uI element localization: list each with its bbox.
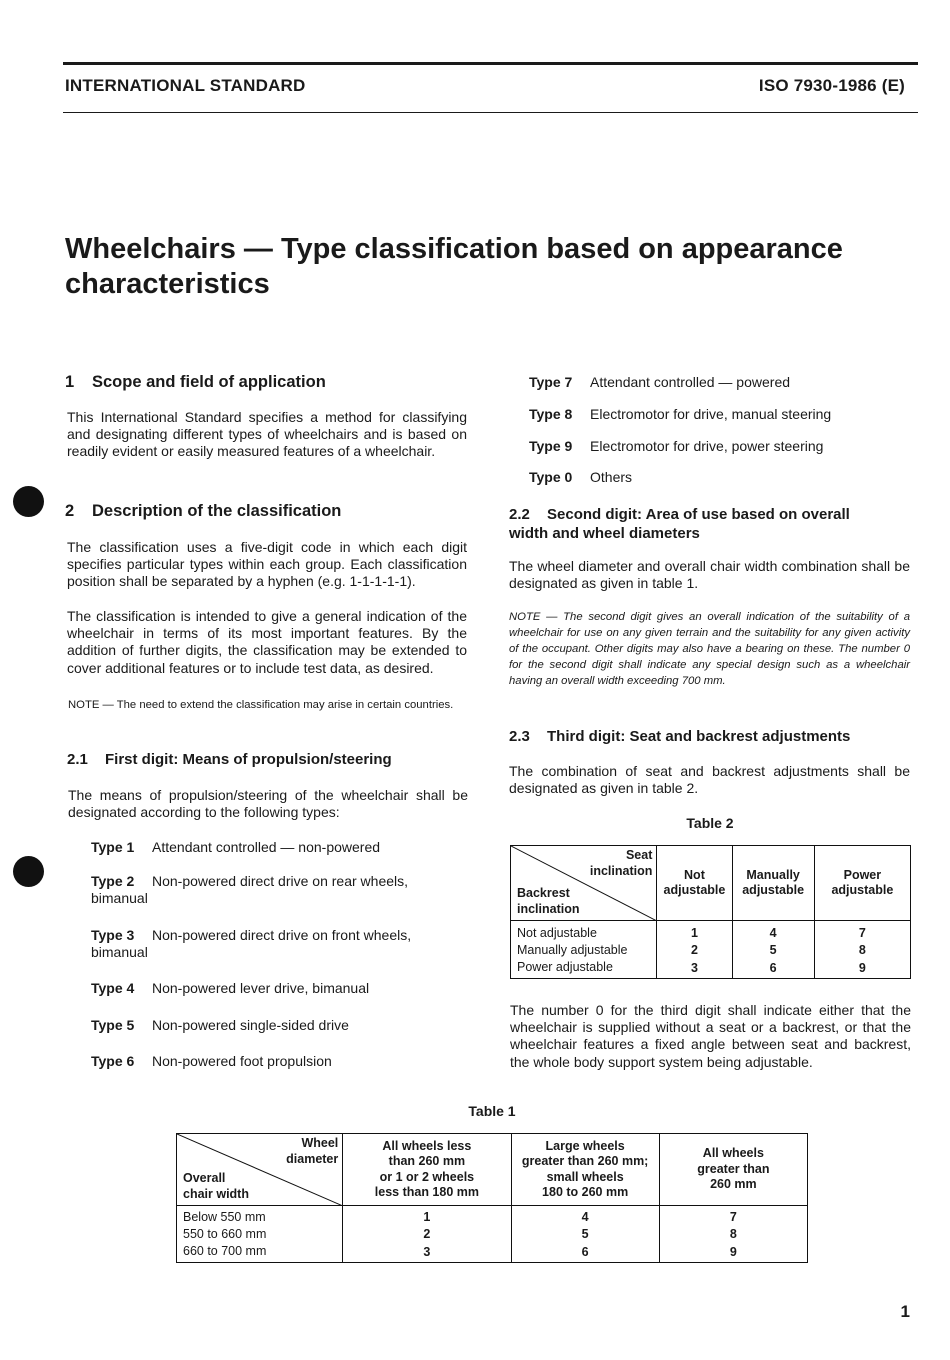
table-row: [511, 942, 911, 959]
type-item: Type 8 Electromotor for drive, manual steering: [529, 406, 832, 422]
table-2-cell: 1: [657, 921, 732, 943]
table-1-column-header: All wheels less than 260 mm or 1 or 2 wheels less than 180 mm: [343, 1134, 511, 1206]
table-1-cell: 9: [729, 1245, 737, 1259]
table-1-corner-top: Wheel diameter: [286, 1136, 339, 1166]
section-2-paragraph-1: The classification uses a five-digit code in which each digit specifies particular types within each group. Each classification position shall be separated by a hyphen (e.g. 1-1-1-1-1).: [67, 539, 467, 590]
page-number: 1: [900, 1302, 910, 1321]
table-2-cell: 5: [732, 942, 814, 959]
section-2-heading: 2 Description of the classification: [65, 502, 342, 520]
table-2-cell: 9: [858, 961, 866, 975]
type-item: Type 7 Attendant controlled — powered: [529, 374, 791, 390]
section-2-2-note: NOTE — The second digit gives an overall indication of the suitability of a wheelchair for use on any given terrain and the suitability for any given activity of the occupant. Other digits may also have a bearing on these. The number 0 for the second digit shall indicate any special design such as a wheelchair having an overall width exceeding 700 mm.: [509, 611, 910, 687]
section-2-note: NOTE — The need to extend the classification may arise in certain countries.: [68, 699, 454, 711]
table-2-column-header: Power adjustable: [814, 846, 910, 921]
table-1-cell: 8: [729, 1227, 737, 1241]
type-item: Type 4 Non-powered lever drive, bimanual: [91, 980, 370, 996]
table-row: [511, 921, 911, 943]
table-1-column-header: All wheels greater than 260 mm: [659, 1134, 807, 1206]
section-2-2-heading: 2.2 Second digit: Area of use based on overall width and wheel diameters: [509, 506, 850, 542]
type-item: Type 0 Others: [529, 469, 633, 485]
table-2-corner-bottom: Backrest inclination: [517, 886, 580, 916]
table-1-corner-cell: [177, 1134, 343, 1206]
table-2-row-label: Manually adjustable: [511, 942, 657, 959]
section-2-paragraph-2: The classification is intended to give a general indication of the wheelchair in terms of its most important features. By the addition of further digits, the classification may be extended to cover additional features or to include test data, as desired.: [67, 608, 467, 676]
table-2-cell: 3: [657, 959, 732, 979]
type-item: Type 9 Electromotor for drive, power steering: [529, 438, 824, 454]
table-1-cell: 1: [343, 1206, 511, 1227]
type-item: Type 3 Non-powered direct drive on front wheels, bimanual: [91, 927, 412, 960]
type-item: Type 5 Non-powered single-sided drive: [91, 1017, 349, 1033]
table-row: [177, 1206, 808, 1227]
section-1-paragraph: This International Standard specifies a method for classifying and designating different types of wheelchairs and is based on readily evident or easily measured features of a wheelchair.: [67, 409, 467, 460]
section-2-3-heading: 2.3 Third digit: Seat and backrest adjustments: [509, 728, 851, 745]
table-1-row-label: Below 550 mm: [177, 1206, 343, 1227]
table-2-cell: 2: [657, 942, 732, 959]
header-document-number: ISO 7930-1986 (E): [758, 76, 905, 95]
table-2-cell: 7: [858, 926, 866, 940]
table-row: [177, 1226, 808, 1243]
header-standard-label: INTERNATIONAL STANDARD: [65, 76, 306, 95]
table-2-caption: Table 2: [686, 815, 734, 831]
table-1-cell: 7: [729, 1210, 737, 1224]
section-2-3-paragraph: The combination of seat and backrest adjustments shall be designated as given in table 2.: [509, 763, 910, 797]
header-rule-bottom: [63, 112, 918, 113]
section-1-heading: 1 Scope and field of application: [65, 373, 326, 391]
table-2-column-header: Not adjustable: [657, 846, 732, 921]
table-1-caption: Table 1: [468, 1103, 516, 1119]
table-2-cell: 6: [732, 959, 814, 979]
type-item: Type 6 Non-powered foot propulsion: [91, 1053, 332, 1069]
table-row: [511, 959, 911, 979]
section-2-1-heading: 2.1 First digit: Means of propulsion/steering: [67, 751, 392, 768]
section-2-3-closing-paragraph: The number 0 for the third digit shall indicate either that the wheelchair is supplied without a seat or a backrest, or that the wheelchair features a fixed angle between seat and backrest, the whole body support system being adjustable.: [510, 1002, 911, 1070]
table-1: [176, 1133, 808, 1263]
title-line-2: characteristics: [65, 268, 270, 300]
table-1-corner-bottom: Overall chair width: [183, 1171, 249, 1201]
margin-bullet-1: [13, 486, 44, 517]
type-item: Type 1 Attendant controlled — non-powered: [91, 839, 381, 855]
table-2: [510, 845, 911, 979]
type-item: Type 2 Non-powered direct drive on rear wheels, bimanual: [91, 873, 409, 906]
table-1-cell: 2: [343, 1226, 511, 1243]
table-2-column-header: Manually adjustable: [732, 846, 814, 921]
table-1-cell: 6: [511, 1243, 659, 1263]
page-title: [65, 232, 925, 302]
table-1-cell: 4: [511, 1206, 659, 1227]
table-2-row-label: Not adjustable: [511, 921, 657, 943]
table-2-cell: 4: [732, 921, 814, 943]
title-line-1: Wheelchairs — Type classification based on appearance: [65, 233, 843, 265]
table-row: [177, 1243, 808, 1263]
header-rule-top: [63, 62, 918, 65]
margin-bullet-2: [13, 856, 44, 887]
table-2-row-label: Power adjustable: [511, 959, 657, 979]
table-2-corner-cell: [511, 846, 657, 921]
table-2-cell: 8: [858, 943, 866, 957]
table-1-cell: 5: [511, 1226, 659, 1243]
table-1-column-header: Large wheels greater than 260 mm; small wheels 180 to 260 mm: [511, 1134, 659, 1206]
table-1-row-label: 660 to 700 mm: [177, 1243, 343, 1263]
table-1-row-label: 550 to 660 mm: [177, 1226, 343, 1243]
section-2-1-paragraph: The means of propulsion/steering of the wheelchair shall be designated according to the following types:: [68, 787, 468, 821]
table-2-corner-top: Seat inclination: [589, 848, 653, 878]
table-1-cell: 3: [343, 1243, 511, 1263]
section-2-2-paragraph: The wheel diameter and overall chair width combination shall be designated as given in table 1.: [509, 558, 910, 592]
